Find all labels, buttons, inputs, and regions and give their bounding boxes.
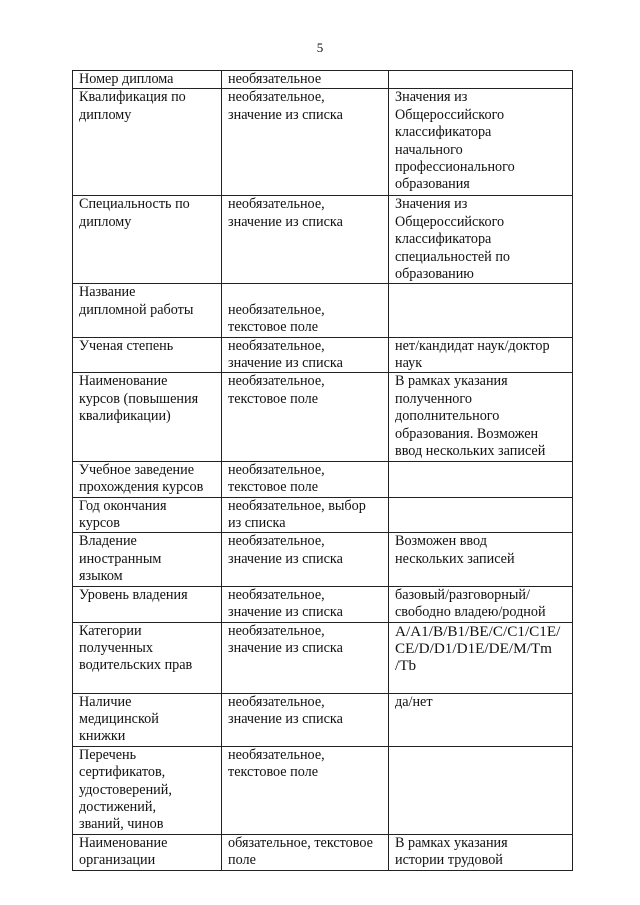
field-status: необязательное, текстовое поле (228, 461, 325, 495)
field-status: необязательное, текстовое поле (228, 301, 325, 336)
field-name: Уровень владения (79, 586, 188, 603)
field-status: необязательное, выбор из списка (228, 497, 366, 531)
field-note: Значения из Общероссийского классификатора начального профессионального образования (395, 89, 515, 193)
field-note: Значения из Общероссийского классификатора специальностей по образованию (395, 196, 511, 283)
field-note: Возможен ввод нескольких записей (395, 533, 515, 567)
field-status: необязательное, значение из списка (228, 693, 343, 727)
field-status-cell (222, 373, 389, 461)
field-name-cell (73, 337, 222, 373)
field-note: A/A1/B/B1/BE/C/C1/C1E/ CE/D/D1/D1E/DE/M/Tm /Tb (395, 622, 561, 675)
field-status-cell (222, 533, 389, 586)
field-note-cell (389, 693, 573, 746)
page-number: 5 (316, 40, 324, 55)
field-name-cell (73, 746, 222, 834)
table-row (73, 337, 573, 373)
field-name: Квалификация по диплому (79, 89, 186, 123)
field-status: необязательное, значение из списка (228, 533, 343, 567)
field-name-cell (73, 693, 222, 746)
field-status-cell (222, 497, 389, 533)
field-status: необязательное, текстовое поле (228, 746, 325, 781)
field-name: Год окончания курсов (79, 497, 167, 531)
field-note-cell (389, 71, 573, 89)
field-status-cell (222, 586, 389, 622)
field-status: необязательное, значение из списка (228, 622, 343, 656)
field-name: Учебное заведение прохождения курсов (79, 461, 204, 495)
field-name-cell (73, 71, 222, 89)
field-status: необязательное, значение из списка (228, 337, 343, 372)
field-name-cell (73, 586, 222, 622)
field-name-cell (73, 533, 222, 586)
field-note-cell (389, 586, 573, 622)
field-name: Название дипломной работы (79, 284, 194, 318)
field-note-cell (389, 746, 573, 834)
field-status: обязательное, текстовое поле (228, 834, 373, 869)
field-note-cell (389, 497, 573, 533)
field-status: необязательное (228, 71, 322, 87)
field-name: Номер диплома (79, 71, 174, 87)
field-name-cell (73, 497, 222, 533)
field-note: В рамках указания истории трудовой (395, 834, 508, 869)
field-note: нет/кандидат наук/доктор наук (395, 337, 550, 372)
field-name: Наличие медицинской книжки (79, 693, 159, 745)
field-status: необязательное, значение из списка (228, 196, 343, 230)
field-status-cell (222, 284, 389, 337)
field-note-cell (389, 622, 573, 693)
field-name: Ученая степень (79, 337, 174, 354)
field-status: необязательное, текстовое поле (228, 373, 325, 407)
field-name: Перечень сертификатов, удостоверений, достижений, званий, чинов (79, 746, 172, 833)
field-note: да/нет (395, 693, 433, 710)
field-status-cell (222, 622, 389, 693)
field-note-cell (389, 196, 573, 284)
field-name-cell (73, 196, 222, 284)
field-status-cell (222, 337, 389, 373)
field-note: В рамках указания полученного дополнительного образования. Возможен ввод нескольких записей (395, 373, 546, 460)
field-status-cell (222, 196, 389, 284)
table-row (73, 533, 573, 586)
table-row (73, 196, 573, 284)
field-status-cell (222, 71, 389, 89)
field-status: необязательное, значение из списка (228, 89, 343, 123)
table-row (73, 693, 573, 746)
field-name-cell (73, 89, 222, 196)
table-row (73, 834, 573, 870)
table-body (73, 71, 573, 871)
field-name: Наименование курсов (повышения квалификации) (79, 373, 199, 425)
table-row (73, 71, 573, 89)
field-name: Категории полученных водительских прав (79, 622, 193, 674)
field-note: базовый/разговорный/ свободно владею/родной (395, 586, 546, 620)
field-name-cell (73, 834, 222, 870)
field-note-cell (389, 533, 573, 586)
field-status: необязательное, значение из списка (228, 586, 343, 620)
field-name: Наименование организации (79, 834, 168, 869)
requirements-table (72, 70, 573, 871)
field-note-cell (389, 337, 573, 373)
field-status-cell (222, 693, 389, 746)
table-row (73, 746, 573, 834)
field-status-cell (222, 746, 389, 834)
table-row (73, 497, 573, 533)
field-status-cell (222, 834, 389, 870)
field-status-cell (222, 89, 389, 196)
table-row (73, 284, 573, 337)
field-status-cell (222, 461, 389, 497)
field-note-cell (389, 834, 573, 870)
table-row (73, 586, 573, 622)
field-name-cell (73, 622, 222, 693)
table-row (73, 373, 573, 461)
table-row (73, 622, 573, 693)
field-name-cell (73, 284, 222, 337)
field-note-cell (389, 373, 573, 461)
table-row (73, 461, 573, 497)
table-row (73, 89, 573, 196)
field-note-cell (389, 461, 573, 497)
field-note-cell (389, 89, 573, 196)
field-name-cell (73, 373, 222, 461)
field-name: Владение иностранным языком (79, 533, 162, 585)
field-name-cell (73, 461, 222, 497)
field-name: Специальность по диплому (79, 196, 190, 230)
field-note-cell (389, 284, 573, 337)
